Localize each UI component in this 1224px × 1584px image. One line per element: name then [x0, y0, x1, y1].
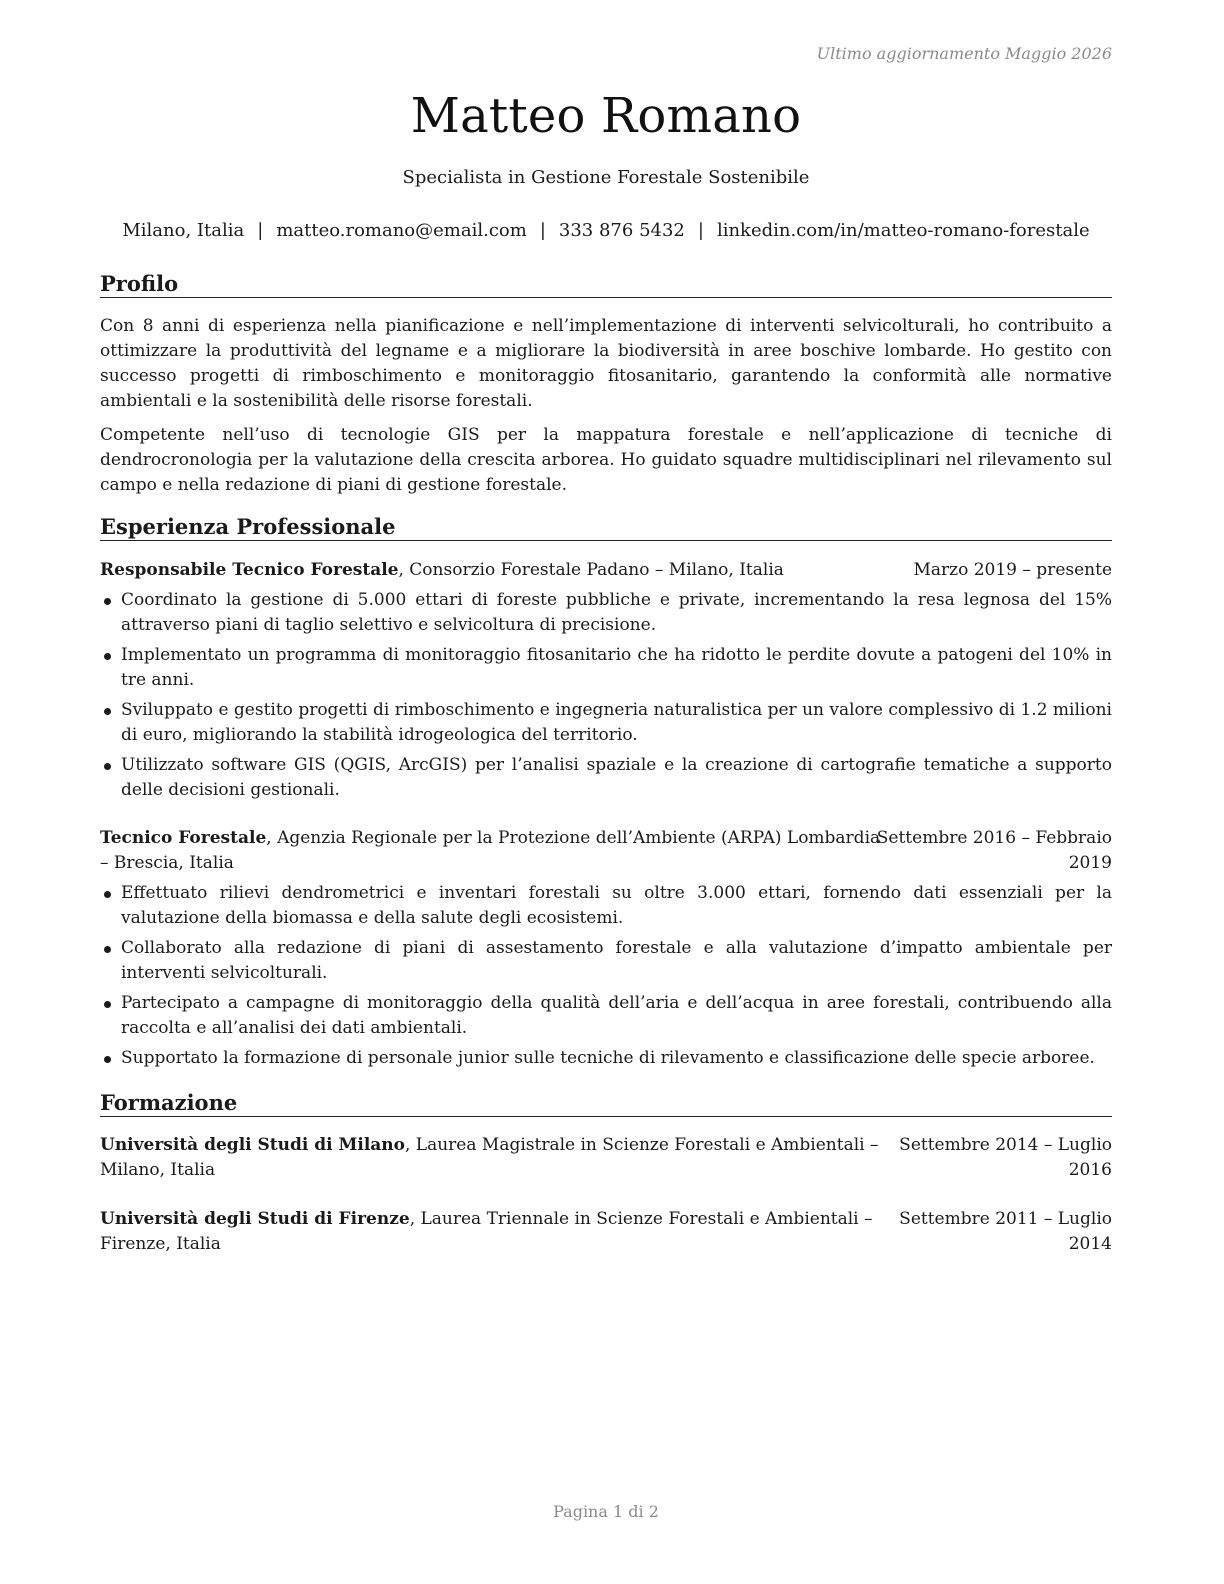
education-item	[100, 1207, 1112, 1257]
job-role: Responsabile Tecnico Forestale	[100, 560, 399, 580]
contact-separator: |	[257, 220, 264, 241]
profile-paragraph: Con 8 anni di esperienza nella pianificazione e nell’implementazione di interventi selvicolturali, ho contribuito a ottimizzare la produttività del legname e a migliorare la biodiversità in aree boschive lombarde. Ho gestito con successo progetti di rimboschimento e monitoraggio fitosanitario, garantendo la conformità alle normative ambientali e la sostenibilità delle risorse forestali.	[100, 316, 1112, 411]
education-dates: Settembre 2011 – Luglio	[899, 1209, 1112, 1229]
contact-email[interactable]: matteo.romano@email.com	[276, 220, 527, 241]
education-degree: , Laurea Magistrale in Scienze Forestali e Ambientali –	[405, 1135, 879, 1155]
list-item: Implementato un programma di monitoraggio fitosanitario che ha ridotto le perdite dovute a patogeni del 10% in tre anni.	[100, 643, 1112, 693]
contact-line	[100, 220, 1112, 241]
job-organization: , Agenzia Regionale per la Protezione dell’Ambiente (ARPA) Lombardia	[266, 828, 881, 848]
education-dates-end: 2014	[1068, 1234, 1112, 1254]
list-item: Supportato la formazione di personale junior sulle tecniche di rilevamento e classificazione delle specie arboree.	[100, 1046, 1112, 1071]
job-dates: Marzo 2019 – presente	[913, 560, 1112, 580]
section-title-education: Formazione	[100, 1090, 1112, 1117]
page-number: Pagina 1 di 2	[553, 1502, 659, 1521]
contact-separator: |	[539, 220, 546, 241]
contact-phone[interactable]: 333 876 5432	[558, 220, 685, 241]
list-item: Collaborato alla redazione di piani di assestamento forestale e alla valutazione d’impatto ambientale per interventi selvicolturali.	[100, 936, 1112, 986]
job-header	[100, 826, 1112, 876]
section-title-profile: Profilo	[100, 271, 1112, 298]
education-item	[100, 1133, 1112, 1183]
candidate-subtitle: Specialista in Gestione Forestale Sostenibile	[402, 167, 810, 188]
list-item: Utilizzato software GIS (QGIS, ArcGIS) per l’analisi spaziale e la creazione di cartografie tematiche a supporto delle decisioni gestionali.	[100, 753, 1112, 803]
education-degree: , Laurea Triennale in Scienze Forestali e Ambientali –	[409, 1209, 873, 1229]
section-title-experience: Esperienza Professionale	[100, 514, 1112, 541]
list-item: Partecipato a campagne di monitoraggio della qualità dell’aria e dell’acqua in aree forestali, contribuendo alla raccolta e all’analisi dei dati ambientali.	[100, 991, 1112, 1041]
job-organization: , Consorzio Forestale Padano – Milano, Italia	[398, 560, 784, 580]
education-location: Firenze, Italia	[100, 1234, 221, 1254]
list-item: Sviluppato e gestito progetti di rimboschimento e ingegneria naturalistica per un valore complessivo di 1.2 milioni di euro, migliorando la stabilità idrogeologica del territorio.	[100, 698, 1112, 748]
job-location: – Brescia, Italia	[100, 853, 234, 873]
job-bullets	[100, 588, 1112, 808]
education-school: Università degli Studi di Milano	[100, 1135, 405, 1155]
education-school: Università degli Studi di Firenze	[100, 1209, 410, 1229]
contact-separator: |	[697, 220, 704, 241]
contact-location: Milano, Italia	[122, 220, 245, 241]
candidate-name: Matteo Romano	[410, 88, 802, 144]
job-dates: Settembre 2016 – Febbraio	[876, 828, 1112, 848]
job-role: Tecnico Forestale	[100, 828, 267, 848]
education-location: Milano, Italia	[100, 1160, 216, 1180]
education-dates: Settembre 2014 – Luglio	[899, 1135, 1112, 1155]
job-dates-end: 2019	[1068, 853, 1112, 873]
job-header	[100, 558, 1112, 583]
job-bullets	[100, 881, 1112, 1076]
education-dates-end: 2016	[1068, 1160, 1112, 1180]
resume-page	[100, 0, 1112, 1584]
profile-paragraph: Competente nell’uso di tecnologie GIS per la mappatura forestale e nell’applicazione di tecniche di dendrocronologia per la valutazione della crescita arborea. Ho guidato squadre multidisciplinari nel rilevamento sul campo e nella redazione di piani di gestione forestale.	[100, 425, 1112, 495]
last-updated: Ultimo aggiornamento Maggio 2026	[816, 44, 1112, 63]
list-item: Coordinato la gestione di 5.000 ettari di foreste pubbliche e private, incrementando la resa legnosa del 15% attraverso piani di taglio selettivo e selvicoltura di precisione.	[100, 588, 1112, 638]
list-item: Effettuato rilievi dendrometrici e inventari forestali su oltre 3.000 ettari, fornendo dati essenziali per la valutazione della biomassa e della salute degli ecosistemi.	[100, 881, 1112, 931]
contact-linkedin[interactable]: linkedin.com/in/matteo-romano-forestale	[716, 220, 1090, 241]
